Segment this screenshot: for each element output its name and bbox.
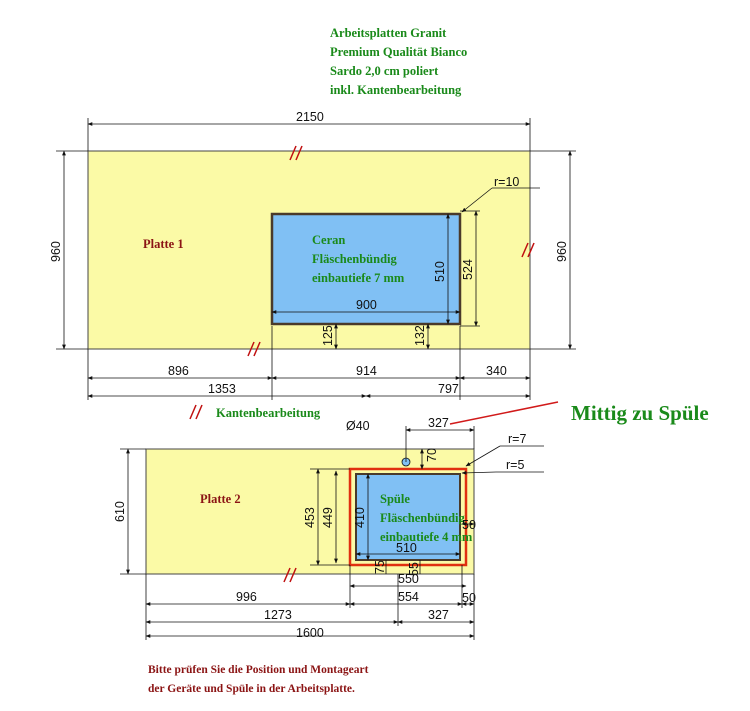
callout-text: Mittig zu Spüle bbox=[571, 401, 709, 425]
sink-width-inner: 510 bbox=[396, 541, 417, 555]
tap-hole-distance: 70 bbox=[425, 448, 439, 462]
cutout-1-text-line-2: Fläschenbündig bbox=[312, 252, 397, 266]
dim-914: 914 bbox=[356, 364, 377, 378]
plate-2-height: 610 bbox=[113, 501, 127, 522]
sink-height-mid: 449 bbox=[321, 507, 335, 528]
sink-text-line-2: Fläschenbündig bbox=[380, 511, 465, 525]
sink-bottom-left: 75 bbox=[373, 560, 387, 574]
header-line-1: Arbeitsplatten Granit bbox=[330, 26, 447, 40]
sink-side-gap: 50 bbox=[462, 518, 476, 532]
dim-896: 896 bbox=[168, 364, 189, 378]
plate-1-height-right: 960 bbox=[555, 241, 569, 262]
sink-height-outer: 453 bbox=[303, 507, 317, 528]
dim-797: 797 bbox=[438, 382, 459, 396]
dim-996: 996 bbox=[236, 590, 257, 604]
dim-550: 550 bbox=[398, 572, 419, 586]
dim-327: 327 bbox=[428, 608, 449, 622]
callout-line bbox=[450, 402, 558, 424]
header-line-3: Sardo 2,0 cm poliert bbox=[330, 64, 439, 78]
dim-1273: 1273 bbox=[264, 608, 292, 622]
cutout-1-text-line-1: Ceran bbox=[312, 233, 346, 247]
front-right-dim: 132 bbox=[413, 325, 427, 346]
cutout-1-outer-height: 524 bbox=[461, 259, 475, 280]
edge-legend-label: Kantenbearbeitung bbox=[216, 406, 321, 420]
dim-1600: 1600 bbox=[296, 626, 324, 640]
dim-50: 50 bbox=[462, 591, 476, 605]
header-line-2: Premium Qualität Bianco bbox=[330, 45, 468, 59]
plate-1-radius: r=10 bbox=[494, 175, 520, 189]
dim-340: 340 bbox=[486, 364, 507, 378]
sink-text-line-3: einbautiefe 4 mm bbox=[380, 530, 473, 544]
plate-1-label: Platte 1 bbox=[143, 237, 184, 251]
plate-1-height-left: 960 bbox=[49, 241, 63, 262]
footer-line-1: Bitte prüfen Sie die Position und Montageart bbox=[148, 664, 369, 676]
sink-bottom-right: 55 bbox=[407, 562, 421, 576]
sink-text-line-1: Spüle bbox=[380, 492, 410, 506]
cutout-1-height: 510 bbox=[433, 261, 447, 282]
sink-height-inner: 410 bbox=[353, 507, 367, 528]
footer-line-2: der Geräte und Spüle in der Arbeitsplatte. bbox=[148, 683, 355, 695]
cutout-1-text-line-3: einbautiefe 7 mm bbox=[312, 271, 405, 285]
edge-legend-marks bbox=[190, 405, 202, 419]
dim-1353: 1353 bbox=[208, 382, 236, 396]
plate-2-label: Platte 2 bbox=[200, 492, 241, 506]
plate-1-width-dim: 2150 bbox=[296, 110, 324, 124]
cutout-1-width: 900 bbox=[356, 298, 377, 312]
dim-554: 554 bbox=[398, 590, 419, 604]
front-left-dim: 125 bbox=[321, 325, 335, 346]
header-line-4: inkl. Kantenbearbeitung bbox=[330, 83, 462, 97]
sink-radius-outer: r=7 bbox=[508, 432, 527, 446]
sink-radius-inner: r=5 bbox=[506, 458, 525, 472]
tap-offset-top: 327 bbox=[428, 416, 449, 430]
tap-hole-diameter: Ø40 bbox=[346, 419, 370, 433]
